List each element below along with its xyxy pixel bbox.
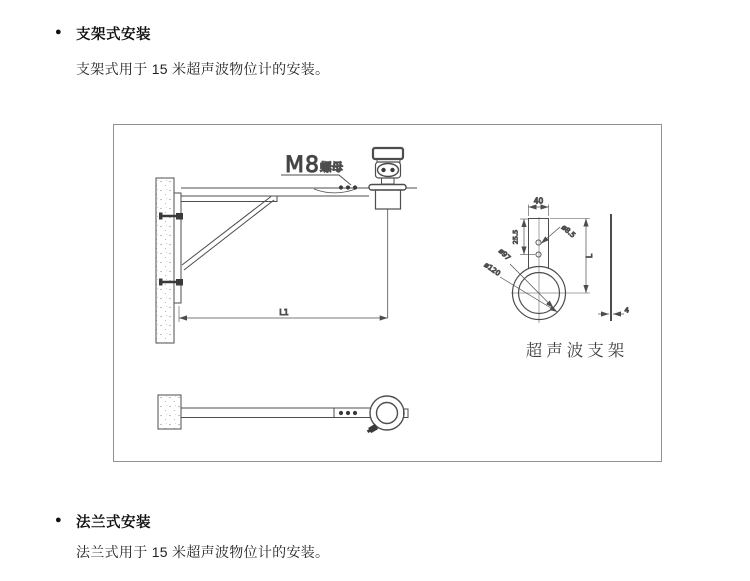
bracket-drawing <box>114 125 661 461</box>
detail-caption: 超声波支架 <box>525 341 629 360</box>
dim-hole-offset <box>512 219 536 255</box>
section-body-bracket: 支架式用于 15 米超声波物位计的安装。 <box>76 61 330 77</box>
installation-diagram <box>113 124 662 462</box>
bracket-length-label: L <box>585 253 594 259</box>
outer-diameter-label: ø120 <box>482 261 502 278</box>
dim-hole-diameter <box>541 223 577 243</box>
sensor-horn <box>376 190 401 209</box>
m8-label: M8 <box>285 153 320 178</box>
hole-offset-label: 25.5 <box>511 229 520 245</box>
inner-diameter-label: ø97 <box>496 247 512 263</box>
arm-bottom-view <box>158 395 408 434</box>
bullet-icon: ● <box>55 26 62 38</box>
l1-dimension <box>179 306 388 322</box>
ultrasonic-sensor <box>369 148 406 318</box>
plate-side-profile <box>598 214 630 321</box>
wall <box>156 178 181 343</box>
tab-width-label: 40 <box>533 196 544 206</box>
l1-label: L1 <box>279 308 289 317</box>
dim-tab-width <box>529 197 549 217</box>
bullet-icon: ● <box>55 514 62 526</box>
section-heading-flange: 法兰式安装 <box>76 515 151 531</box>
hole-diameter-label: ø8.5 <box>559 223 577 240</box>
diagonal-brace <box>182 197 274 271</box>
bracket-detail-view <box>483 197 594 324</box>
plate-thickness-label: 4 <box>624 306 629 315</box>
clamp-ring-inner <box>377 403 398 424</box>
section-heading-bracket: 支架式安装 <box>76 27 151 43</box>
nut-word-label: 螺母 <box>320 160 343 174</box>
mounting-plate <box>174 193 181 303</box>
section-body-flange: 法兰式用于 15 米超声波物位计的安装。 <box>76 544 330 560</box>
m8-nut-callout <box>281 153 357 190</box>
